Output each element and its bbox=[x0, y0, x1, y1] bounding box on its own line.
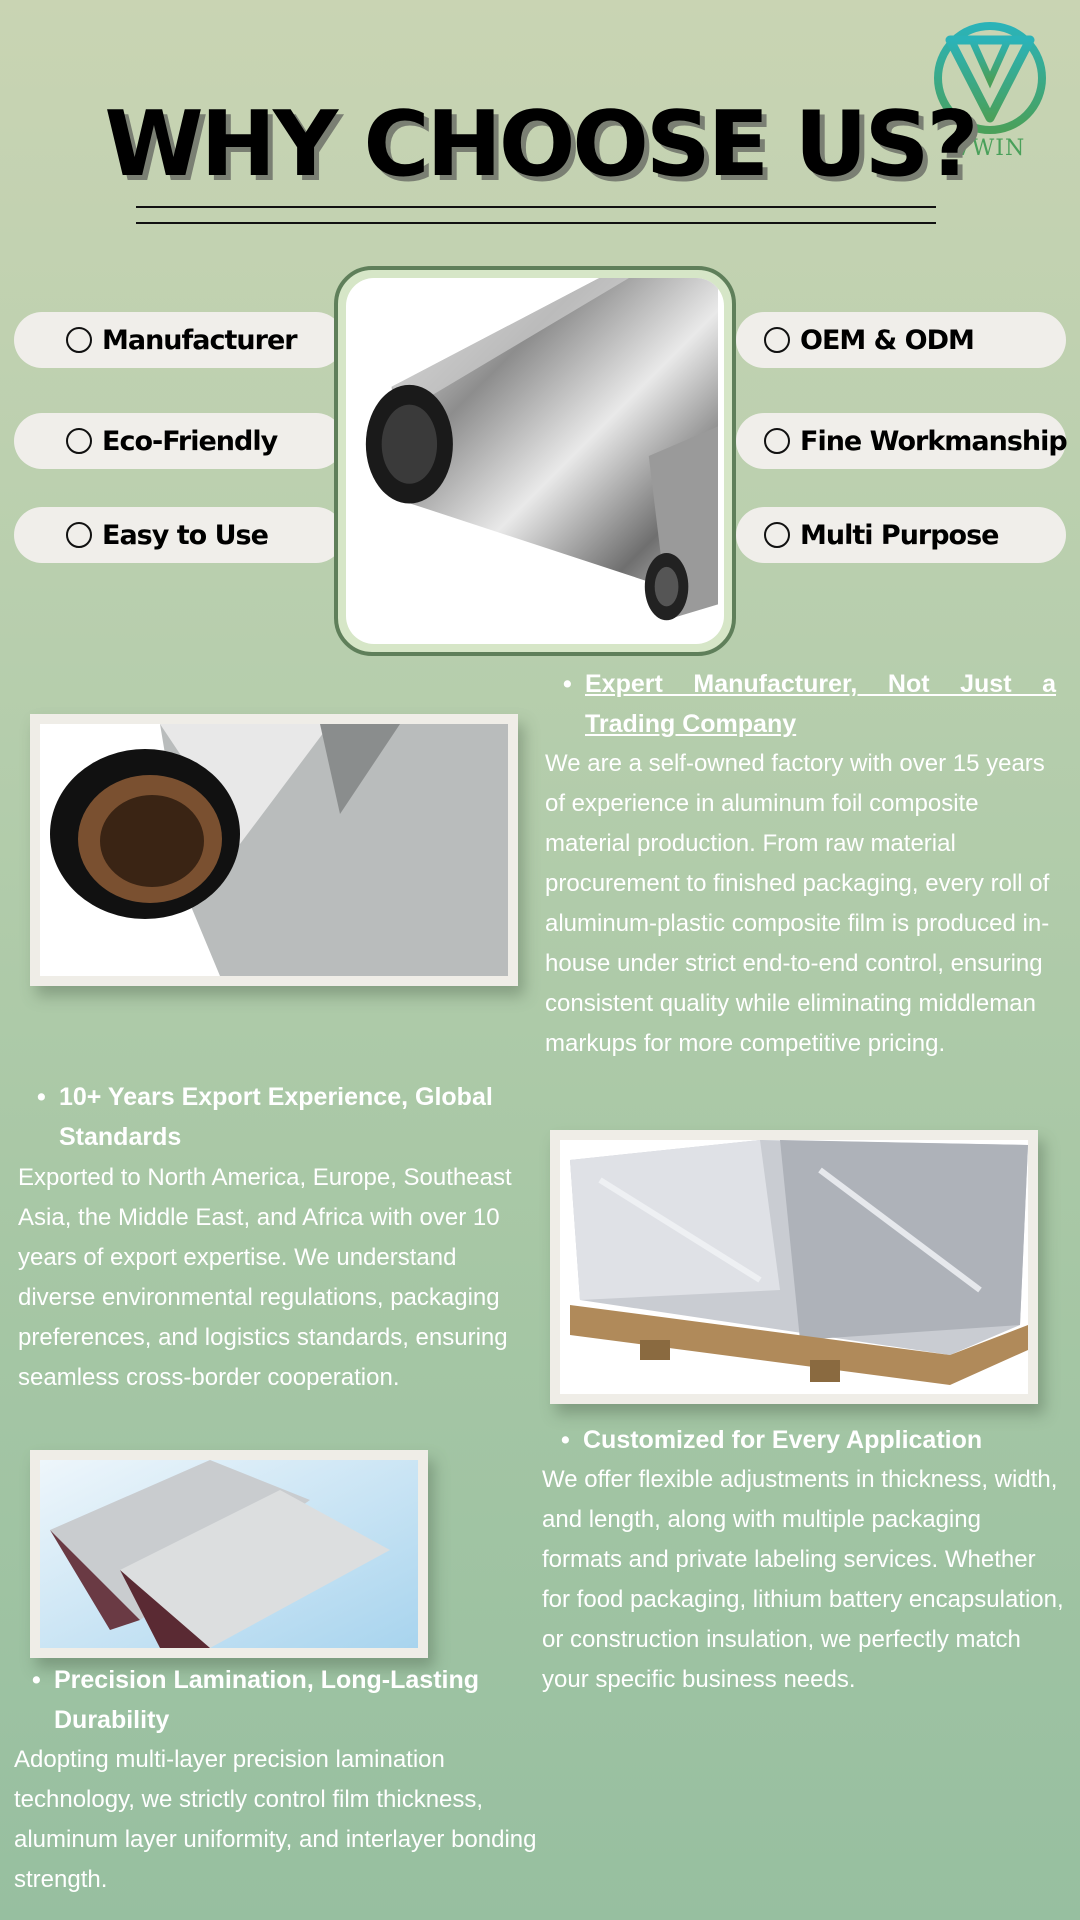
bullet: • bbox=[561, 1426, 570, 1454]
section-body-customized: We offer flexible adjustments in thickness, width, and length, along with multiple packaging formats and private labeling services. Whether for food packaging, lithium battery encapsulation, or construction insulation, we perfectly match your specific business needs. bbox=[542, 1466, 1064, 1693]
feature-pill-manufacturer bbox=[14, 312, 344, 368]
section-heading-export bbox=[37, 1077, 529, 1157]
bullet: • bbox=[563, 670, 572, 698]
feature-label: Eco-Friendly bbox=[102, 425, 278, 457]
circle-icon bbox=[66, 327, 92, 353]
circle-icon bbox=[66, 522, 92, 548]
photo-foil-roll bbox=[30, 714, 518, 986]
heading-line: Expert Manufacturer, Not Just a bbox=[585, 670, 1056, 698]
section-heading-manufacturer[interactable] bbox=[563, 664, 1056, 744]
heading-line: Trading Company bbox=[585, 710, 797, 738]
heading-text: Precision Lamination, Long-Lasting Durability bbox=[54, 1666, 480, 1734]
heading-text: 10+ Years Export Experience, Global Standards bbox=[59, 1083, 493, 1151]
feature-label: Fine Workmanship bbox=[800, 425, 1067, 457]
logo-text: VWIN bbox=[954, 136, 1026, 161]
heading-text: Customized for Every Application bbox=[583, 1426, 983, 1454]
bullet: • bbox=[37, 1083, 46, 1111]
feature-pill-easy-to-use bbox=[14, 507, 344, 563]
circle-icon bbox=[66, 428, 92, 454]
section-body-export: Exported to North America, Europe, Southeast Asia, the Middle East, and Africa with over 10 years of export expertise. We understand diverse environmental regulations, packaging preferences, and logistics standards, ensuring seamless cross-border cooperation. bbox=[18, 1164, 512, 1391]
circle-icon bbox=[764, 327, 790, 353]
photo-foil-wrapped-pallet bbox=[550, 1130, 1038, 1404]
feature-label: OEM & ODM bbox=[800, 324, 974, 356]
circle-icon bbox=[764, 522, 790, 548]
feature-pill-oem-odm bbox=[736, 312, 1066, 368]
circle-icon bbox=[764, 428, 790, 454]
title-divider-bottom bbox=[136, 222, 936, 224]
feature-pill-eco-friendly bbox=[14, 413, 344, 469]
section-body-lamination: Adopting multi-layer precision lamination technology, we strictly control film thickness, aluminum layer uniformity, and interlayer bonding strength. bbox=[14, 1746, 537, 1893]
section-body-manufacturer: We are a self-owned factory with over 15 years of experience in aluminum foil composite material production. From raw material procurement to finished packaging, every roll of aluminum-plastic composite film is produced in-house under strict end-to-end control, ensuring consistent quality while eliminating middleman markups for more competitive pricing. bbox=[545, 750, 1050, 1057]
hero-product-frame bbox=[334, 266, 736, 656]
feature-label: Easy to Use bbox=[102, 519, 268, 551]
feature-label: Manufacturer bbox=[102, 324, 297, 356]
photo-foil-bags bbox=[30, 1450, 428, 1658]
bullet: • bbox=[32, 1666, 41, 1694]
section-heading-customized bbox=[561, 1420, 1063, 1460]
hero-foil-roll-image bbox=[346, 278, 724, 644]
section-heading-lamination bbox=[32, 1660, 534, 1740]
feature-pill-fine-workmanship bbox=[736, 413, 1066, 469]
page-title: WHY CHOOSE US? bbox=[104, 92, 976, 197]
feature-label: Multi Purpose bbox=[800, 519, 999, 551]
feature-pill-multi-purpose bbox=[736, 507, 1066, 563]
title-divider-top bbox=[136, 206, 936, 208]
